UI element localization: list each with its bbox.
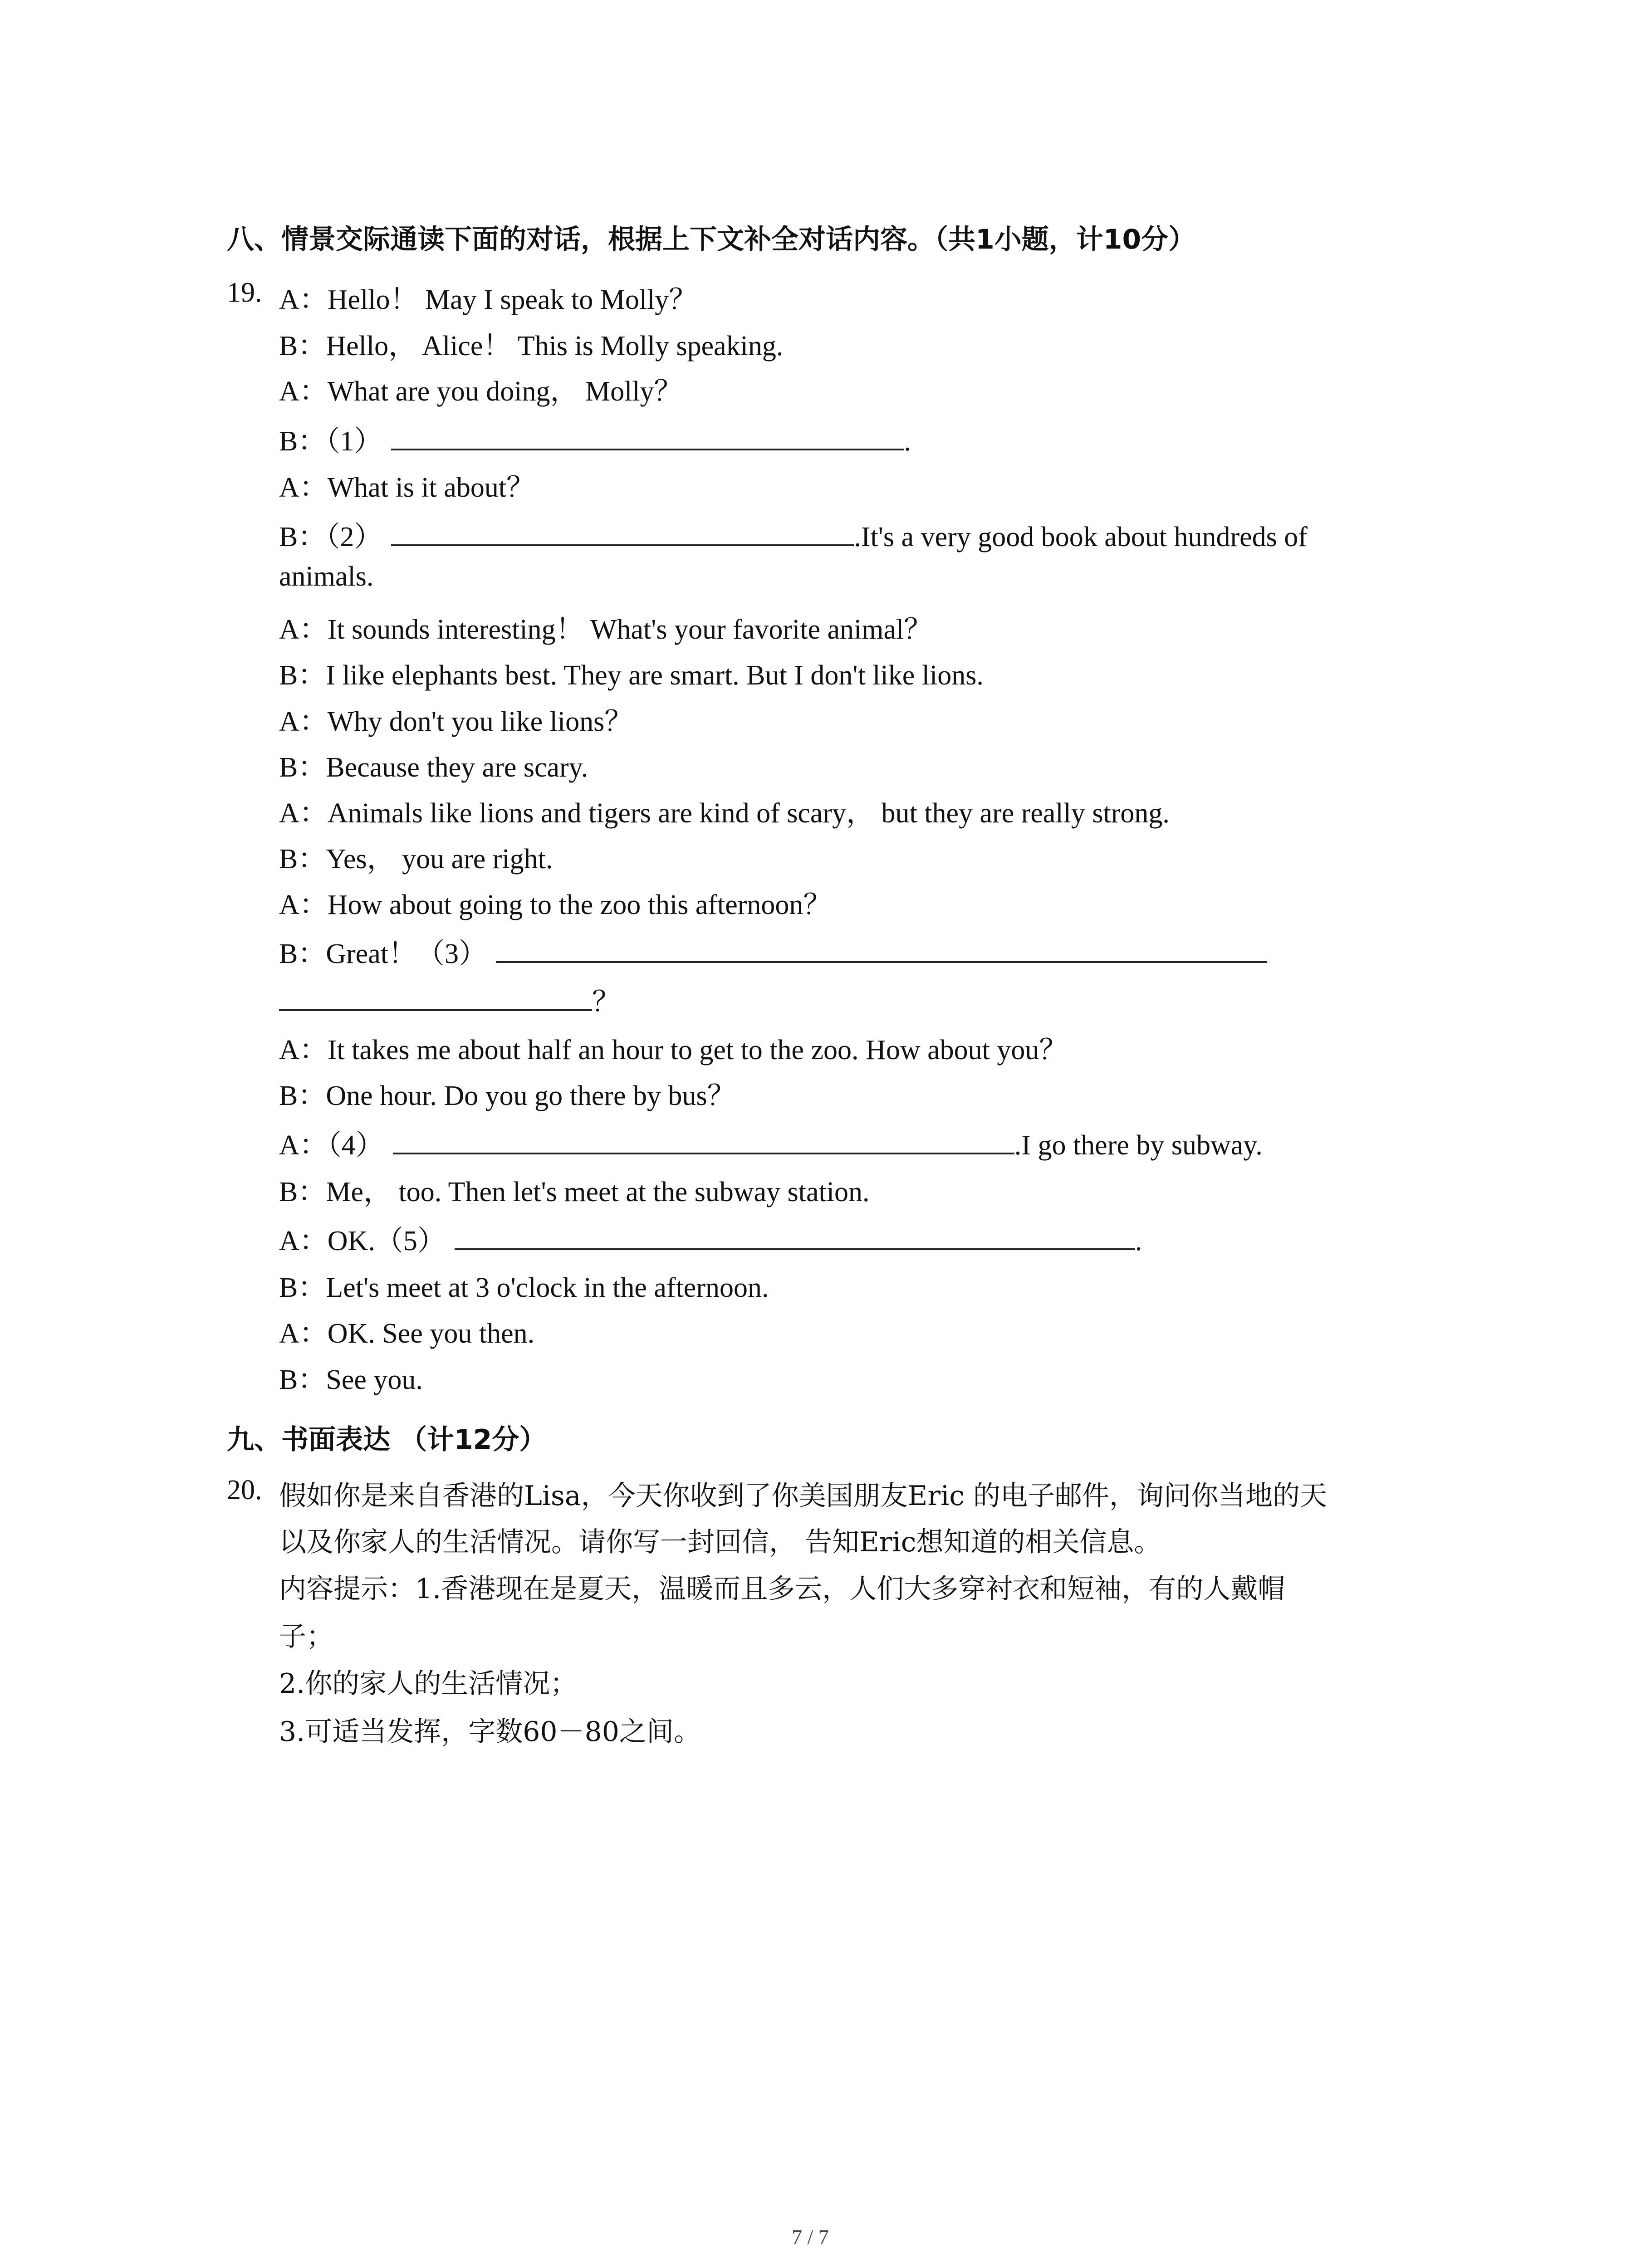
dialogue-line bbox=[279, 699, 632, 739]
dialogue-text: .I go there by subway. bbox=[1014, 1130, 1263, 1161]
dialogue-line bbox=[279, 1122, 1263, 1163]
answer-blank-2[interactable] bbox=[391, 516, 854, 546]
answer-blank-5[interactable] bbox=[455, 1220, 1135, 1250]
dialogue-text: . bbox=[904, 426, 911, 457]
dialogue-text: Animals like lions and tigers are kind of scary， but they are really strong. bbox=[327, 798, 1170, 829]
question-number: 20. bbox=[227, 1475, 262, 1505]
speaker-label: A： bbox=[279, 1035, 328, 1066]
dialogue-line bbox=[279, 1310, 534, 1351]
speaker-label: B： bbox=[279, 331, 326, 362]
blank-label: （3） bbox=[416, 938, 487, 969]
speaker-label: B： bbox=[279, 1364, 326, 1395]
dialogue-text: Why don't you like lions？ bbox=[327, 706, 633, 737]
dialogue-text: Yes， you are right. bbox=[326, 844, 553, 875]
dialogue-text: OK. bbox=[327, 1226, 375, 1256]
dialogue-text: Great！ bbox=[326, 938, 417, 969]
dialogue-line bbox=[279, 979, 620, 1019]
speaker-label: B： bbox=[279, 426, 326, 457]
prompt-line: 3.可适当发挥，字数60－80之间。 bbox=[279, 1716, 701, 1748]
dialogue-line bbox=[279, 1073, 735, 1113]
speaker-label: A： bbox=[279, 1318, 328, 1349]
dialogue-text: It sounds interesting！ What's your favorite animal？ bbox=[327, 614, 932, 645]
speaker-label: B： bbox=[279, 522, 326, 552]
section-9-heading: 九、书面表达 （计12分） bbox=[227, 1424, 547, 1456]
speaker-label: A： bbox=[279, 706, 328, 737]
dialogue-line bbox=[279, 418, 911, 459]
dialogue-text: Me， too. Then let's meet at the subway station. bbox=[326, 1177, 870, 1207]
speaker-label: B： bbox=[279, 1177, 326, 1207]
prompt-line: 子； bbox=[279, 1621, 333, 1652]
dialogue-line bbox=[279, 1027, 1067, 1067]
dialogue-line bbox=[279, 368, 682, 409]
page-number: 7 / 7 bbox=[792, 2225, 829, 2248]
dialogue-line bbox=[279, 882, 831, 922]
dialogue-line bbox=[279, 652, 984, 693]
dialogue-line bbox=[279, 323, 783, 363]
blank-label: （1） bbox=[326, 426, 382, 457]
speaker-label: A： bbox=[279, 284, 328, 315]
speaker-label: B： bbox=[279, 1080, 326, 1111]
question-number: 19. bbox=[227, 277, 262, 308]
dialogue-text: Hello， Alice！ This is Molly speaking. bbox=[326, 331, 784, 362]
speaker-label: B： bbox=[279, 1272, 326, 1303]
blank-label: （2） bbox=[326, 522, 382, 552]
answer-blank-3a[interactable] bbox=[496, 933, 1267, 963]
blank-label: （4） bbox=[327, 1130, 384, 1161]
speaker-label: A： bbox=[279, 614, 328, 645]
blank-label: （5） bbox=[375, 1226, 446, 1256]
speaker-label: A： bbox=[279, 890, 328, 920]
speaker-label: A： bbox=[279, 1130, 328, 1161]
dialogue-text: Hello！ May I speak to Molly？ bbox=[327, 284, 697, 315]
dialogue-line bbox=[279, 1218, 1142, 1258]
dialogue-line bbox=[279, 606, 932, 647]
dialogue-text: Because they are scary. bbox=[326, 752, 588, 783]
dialogue-text: How about going to the zoo this afternoon？ bbox=[327, 890, 832, 920]
dialogue-line bbox=[279, 744, 588, 785]
speaker-label: B： bbox=[279, 752, 326, 783]
dialogue-text: Let's meet at 3 o'clock in the afternoon. bbox=[326, 1272, 769, 1303]
dialogue-text: One hour. Do you go there by bus？ bbox=[326, 1080, 735, 1111]
answer-blank-3b[interactable] bbox=[279, 981, 592, 1011]
dialogue-text: What is it about？ bbox=[327, 472, 535, 503]
section-8-heading: 八、情景交际通读下面的对话，根据上下文补全对话内容。（共1小题，计10分） bbox=[227, 224, 1196, 255]
dialogue-text: animals. bbox=[279, 561, 374, 592]
dialogue-text: OK. See you then. bbox=[327, 1318, 535, 1349]
dialogue-text: .It's a very good book about hundreds of bbox=[854, 522, 1308, 552]
speaker-label: B： bbox=[279, 660, 326, 691]
answer-blank-1[interactable] bbox=[391, 420, 904, 450]
speaker-label: A： bbox=[279, 1226, 328, 1256]
dialogue-line bbox=[279, 931, 1267, 971]
speaker-label: B： bbox=[279, 938, 326, 969]
dialogue-text: ？ bbox=[592, 987, 621, 1017]
dialogue-line bbox=[279, 1169, 870, 1209]
prompt-line: 内容提示：1.香港现在是夏天，温暖而且多云，人们大多穿衬衣和短袖，有的人戴帽 bbox=[279, 1573, 1285, 1605]
dialogue-text: It takes me about half an hour to get to the zoo. How about you？ bbox=[327, 1035, 1068, 1066]
speaker-label: A： bbox=[279, 798, 328, 829]
answer-blank-4[interactable] bbox=[393, 1124, 1014, 1154]
dialogue-line bbox=[279, 514, 1308, 554]
dialogue-text: See you. bbox=[326, 1364, 423, 1395]
speaker-label: A： bbox=[279, 376, 328, 407]
dialogue-line bbox=[279, 836, 553, 876]
dialogue-line bbox=[279, 277, 697, 317]
speaker-label: B： bbox=[279, 844, 326, 875]
prompt-line: 假如你是来自香港的Lisa，今天你收到了你美国朋友Eric 的电子邮件，询问你当地的天 bbox=[279, 1480, 1327, 1512]
dialogue-text: What are you doing， Molly？ bbox=[327, 376, 682, 407]
dialogue-line bbox=[279, 1265, 769, 1305]
prompt-line: 2.你的家人的生活情况； bbox=[279, 1668, 578, 1700]
speaker-label: A： bbox=[279, 472, 328, 503]
prompt-line: 以及你家人的生活情况。请你写一封回信， 告知Eric想知道的相关信息。 bbox=[279, 1526, 1161, 1558]
dialogue-line bbox=[279, 464, 534, 505]
dialogue-text: . bbox=[1135, 1226, 1142, 1256]
dialogue-line bbox=[279, 1357, 423, 1397]
dialogue-line bbox=[279, 561, 373, 593]
dialogue-line bbox=[279, 790, 1170, 831]
dialogue-text: I like elephants best. They are smart. But I don't like lions. bbox=[326, 660, 984, 691]
